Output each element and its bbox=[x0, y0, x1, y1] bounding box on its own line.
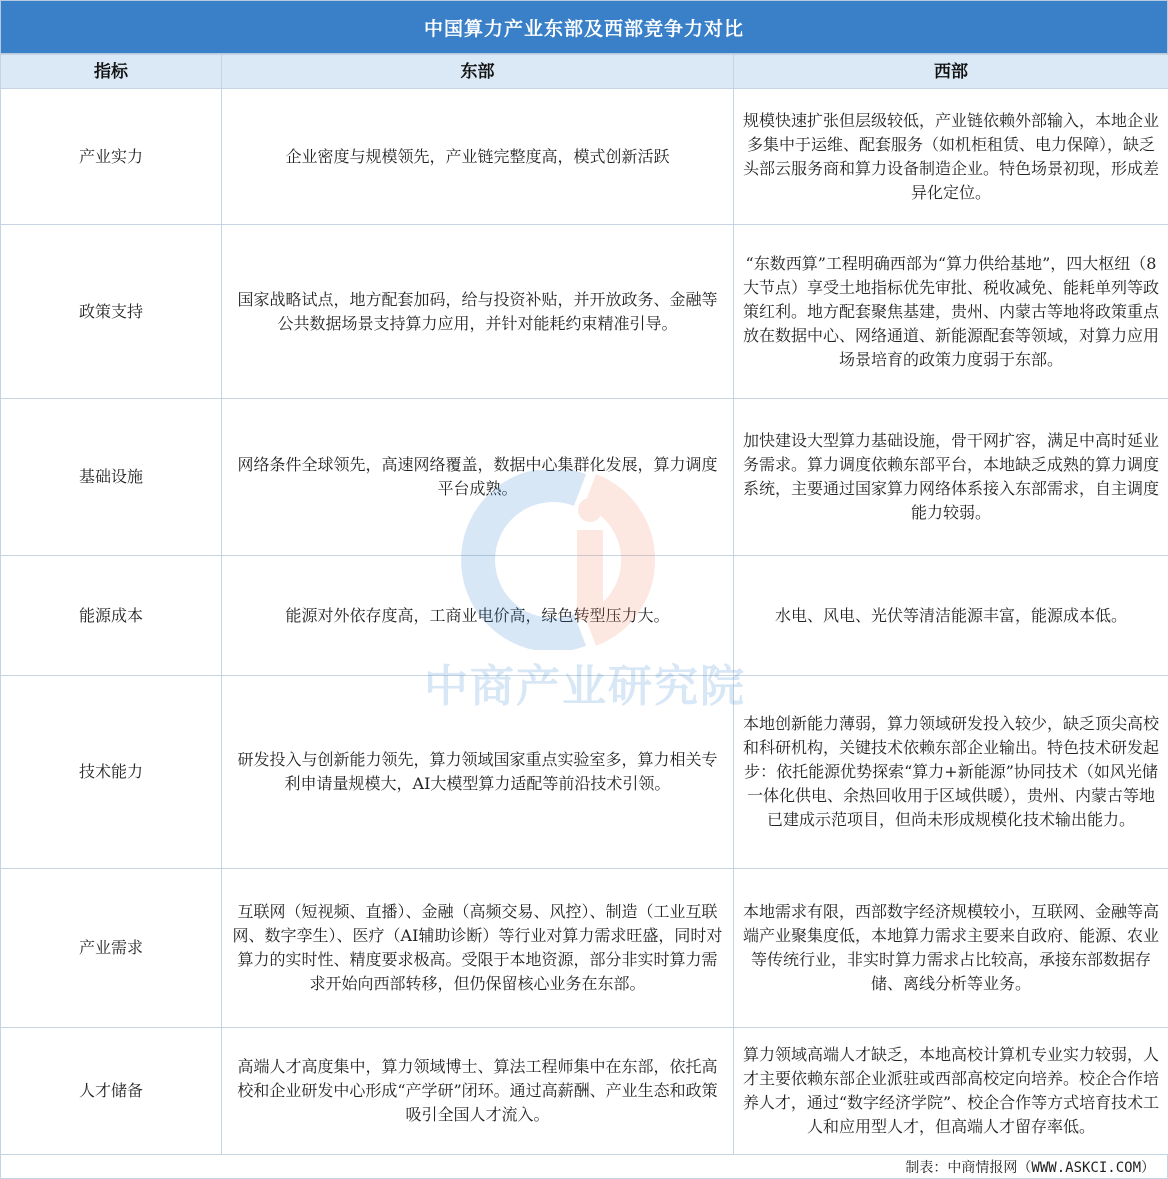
table-title: 中国算力产业东部及西部竞争力对比 bbox=[0, 0, 1168, 54]
row-east: 能源对外依存度高，工商业电价高，绿色转型压力大。 bbox=[222, 556, 734, 676]
table-row bbox=[1, 869, 1168, 1028]
row-west: 本地需求有限，西部数字经济规模较小，互联网、金融等高端产业聚集度低，本地算力需求主要来自政府、能源、农业等传统行业，非实时算力需求占比较高，承接东部数据存储、离线分析等业务。 bbox=[734, 869, 1168, 1028]
header-row bbox=[1, 55, 1168, 89]
row-indicator: 人才储备 bbox=[1, 1028, 222, 1155]
row-indicator: 能源成本 bbox=[1, 556, 222, 676]
row-west: 加快建设大型算力基础设施，骨干网扩容，满足中高时延业务需求。算力调度依赖东部平台，本地缺乏成熟的算力调度系统，主要通过国家算力网络体系接入东部需求，自主调度能力较弱。 bbox=[734, 399, 1168, 556]
row-west: “东数西算”工程明确西部为“算力供给基地”，四大枢纽（8大节点）享受土地指标优先审批、税收减免、能耗单列等政策红利。地方配套聚焦基建，贵州、内蒙古等地将政策重点放在数据中心、网络通道、新能源配套等领域，对算力应用场景培育的政策力度弱于东部。 bbox=[734, 225, 1168, 399]
row-indicator: 产业实力 bbox=[1, 89, 222, 225]
table-row bbox=[1, 676, 1168, 869]
header-west: 西部 bbox=[734, 55, 1168, 89]
row-west: 规模快速扩张但层级较低，产业链依赖外部输入，本地企业多集中于运维、配套服务（如机柜租赁、电力保障），缺乏头部云服务商和算力设备制造企业。特色场景初现，形成差异化定位。 bbox=[734, 89, 1168, 225]
row-indicator: 产业需求 bbox=[1, 869, 222, 1028]
row-east: 研发投入与创新能力领先，算力领域国家重点实验室多，算力相关专利申请量规模大，AI大模型算力适配等前沿技术引领。 bbox=[222, 676, 734, 869]
comparison-table bbox=[0, 54, 1168, 1155]
row-indicator: 基础设施 bbox=[1, 399, 222, 556]
row-east: 网络条件全球领先，高速网络覆盖，数据中心集群化发展，算力调度平台成熟。 bbox=[222, 399, 734, 556]
source-footer: 制表：中商情报网（WWW.ASKCI.COM） bbox=[0, 1155, 1168, 1179]
table-row bbox=[1, 556, 1168, 676]
table-row bbox=[1, 399, 1168, 556]
row-east: 互联网（短视频、直播）、金融（高频交易、风控）、制造（工业互联网、数字孪生）、医疗（AI辅助诊断）等行业对算力需求旺盛，同时对算力的实时性、精度要求极高。受限于本地资源，部分非实时算力需求开始向西部转移，但仍保留核心业务在东部。 bbox=[222, 869, 734, 1028]
watermark-text: 中商产业研究院 bbox=[405, 650, 765, 714]
table-row bbox=[1, 1028, 1168, 1155]
header-indicator: 指标 bbox=[1, 55, 222, 89]
row-east: 企业密度与规模领先，产业链完整度高，模式创新活跃 bbox=[222, 89, 734, 225]
table-row bbox=[1, 225, 1168, 399]
row-west: 算力领域高端人才缺乏，本地高校计算机专业实力较弱，人才主要依赖东部企业派驻或西部高校定向培养。校企合作培养人才，通过“数字经济学院”、校企合作等方式培育技术工人和应用型人才，但高端人才留存率低。 bbox=[734, 1028, 1168, 1155]
table-row bbox=[1, 89, 1168, 225]
header-east: 东部 bbox=[222, 55, 734, 89]
row-west: 本地创新能力薄弱，算力领域研发投入较少，缺乏顶尖高校和科研机构，关键技术依赖东部企业输出。特色技术研发起步：依托能源优势探索“算力+新能源”协同技术（如风光储一体化供电、余热回收用于区域供暖），贵州、内蒙古等地已建成示范项目，但尚未形成规模化技术输出能力。 bbox=[734, 676, 1168, 869]
row-east: 国家战略试点，地方配套加码，给与投资补贴，并开放政务、金融等公共数据场景支持算力应用，并针对能耗约束精准引导。 bbox=[222, 225, 734, 399]
row-indicator: 技术能力 bbox=[1, 676, 222, 869]
row-indicator: 政策支持 bbox=[1, 225, 222, 399]
row-west: 水电、风电、光伏等清洁能源丰富，能源成本低。 bbox=[734, 556, 1168, 676]
row-east: 高端人才高度集中，算力领域博士、算法工程师集中在东部，依托高校和企业研发中心形成“产学研”闭环。通过高薪酬、产业生态和政策吸引全国人才流入。 bbox=[222, 1028, 734, 1155]
